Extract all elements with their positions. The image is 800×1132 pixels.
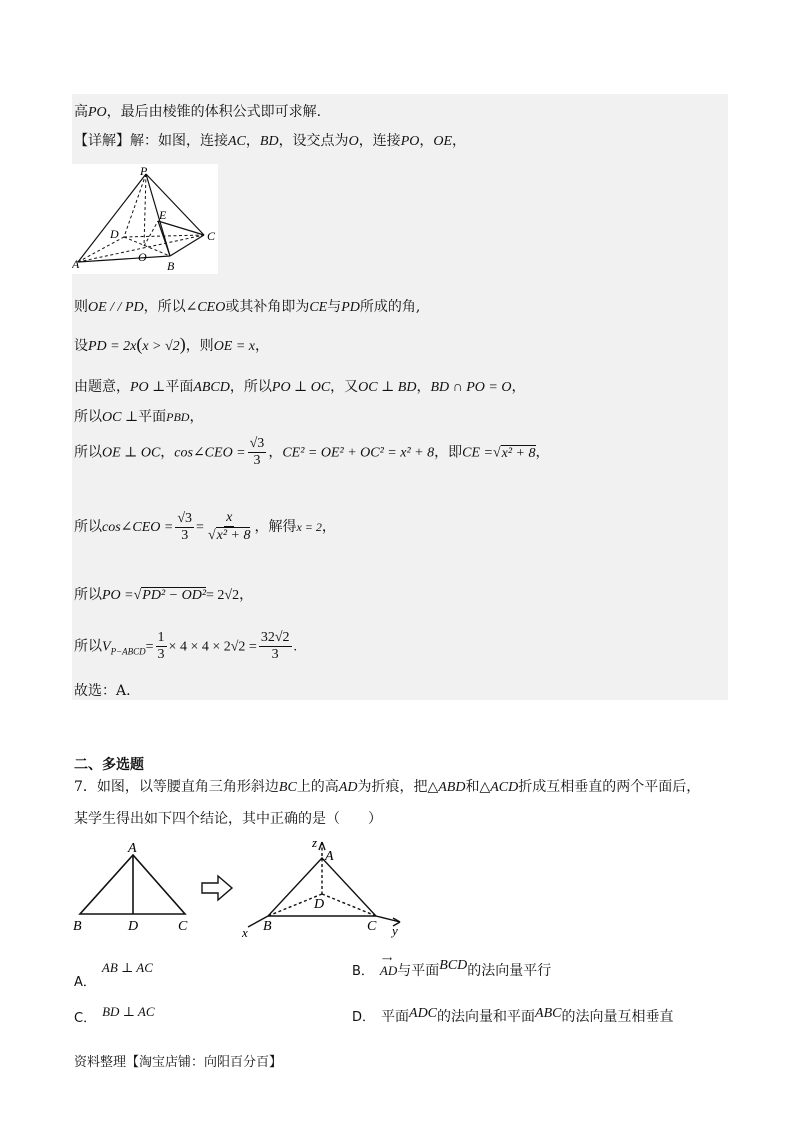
math: OE / / PD xyxy=(88,300,144,315)
left-label-B: B xyxy=(73,919,82,934)
text: 平面 xyxy=(165,379,194,395)
math: OC ⊥ xyxy=(102,410,139,425)
text: ， xyxy=(535,444,550,461)
solution-line-4: 设PD = 2x(x > √2)，则OE = x， xyxy=(74,334,270,354)
text: ，又 xyxy=(330,379,359,395)
text: 所以 xyxy=(74,444,102,461)
option-c[interactable] xyxy=(74,1004,155,1026)
denominator: 3 xyxy=(271,647,279,662)
option-label: A． xyxy=(74,975,96,990)
text: 或其补角即为 xyxy=(225,299,310,315)
right-label-B: B xyxy=(263,919,272,934)
denominator: 3 xyxy=(157,647,165,662)
label-P: P xyxy=(140,164,148,178)
math: BD xyxy=(259,134,279,149)
text: 由题意， xyxy=(74,379,130,395)
math: PO = xyxy=(102,588,134,603)
option-text: 的法向量平行 xyxy=(467,963,552,979)
math: PBD xyxy=(166,410,190,424)
solution-line-11 xyxy=(74,680,131,700)
numerator: 32√2 xyxy=(260,630,290,645)
fraction xyxy=(248,436,267,469)
numerator: √3 xyxy=(249,436,265,451)
question-figures xyxy=(70,838,420,938)
label-B: B xyxy=(167,259,175,273)
text: 则 xyxy=(74,299,88,315)
math: OC ⊥ BD xyxy=(358,380,417,395)
math: ABCD xyxy=(193,380,230,395)
right-label-y: y xyxy=(392,923,398,938)
text: 所以 xyxy=(74,587,102,603)
text: 所以 xyxy=(74,409,102,425)
text: 解：如图，连接 xyxy=(130,133,228,149)
math: AD xyxy=(338,780,358,795)
text: ， xyxy=(239,587,254,603)
numerator: √3 xyxy=(177,510,193,526)
text: 折成互相垂直的两个平面后， xyxy=(518,779,701,795)
solution-line-2 xyxy=(74,130,466,150)
left-label-D: D xyxy=(128,919,139,934)
math: = xyxy=(196,520,204,535)
solution-line-5 xyxy=(74,376,525,396)
question-line-2 xyxy=(74,808,382,828)
solution-line-3 xyxy=(74,296,420,316)
denominator: x² + 8 xyxy=(216,528,251,543)
solution-line-6 xyxy=(74,406,203,426)
option-text: BD ⊥ AC xyxy=(102,1004,155,1019)
text: ，解得 xyxy=(254,519,297,535)
math: PD xyxy=(341,300,360,315)
numerator: 1 xyxy=(157,630,165,645)
solution-line-7: 所以OE ⊥ OC，cos∠CEO = $\frac{√3}{3}$ ，CE² = OE² + OC² = x² + 8，即CE =√x² + 8， xyxy=(74,436,550,468)
label-D: D xyxy=(110,227,119,241)
math: OE xyxy=(433,134,453,149)
text: ， xyxy=(245,133,260,149)
radicand: PD² − OD² xyxy=(142,588,207,603)
text: ，即 xyxy=(434,444,463,461)
math: CE = xyxy=(462,445,493,461)
math: x > √2 xyxy=(142,339,180,354)
math: = 2√2 xyxy=(206,588,240,603)
math: × 4 × 4 × 2√2 = xyxy=(168,639,257,655)
math: = xyxy=(145,639,154,655)
text: ，连接 xyxy=(358,133,401,149)
math: x = 2 xyxy=(296,520,322,534)
math: PO ⊥ xyxy=(130,380,166,395)
text: 为折痕，把 xyxy=(357,779,428,795)
option-b[interactable]: B． ⟶ AD与平面BCD的法向量平行 xyxy=(352,955,552,979)
right-label-z: z xyxy=(312,838,318,850)
option-label: C． xyxy=(74,1011,97,1026)
text: ， xyxy=(452,133,467,149)
text: 和 xyxy=(465,779,480,795)
solution-line-9: 所以PO =√PD² − OD²= 2√2， xyxy=(74,587,254,603)
pyramid-figure xyxy=(72,164,218,274)
math: . xyxy=(293,639,297,655)
math: PO xyxy=(400,134,420,149)
text: ，则 xyxy=(185,338,214,354)
text: 所以 xyxy=(74,519,102,535)
option-label: B． xyxy=(352,964,374,979)
math: BC xyxy=(278,780,297,795)
denominator: 3 xyxy=(253,453,261,468)
label-E: E xyxy=(159,208,167,222)
text: 故选：A. xyxy=(74,683,131,699)
detail-tag: 【详解】 xyxy=(74,133,130,149)
math: cos∠CEO = xyxy=(102,520,174,535)
text: 所成的角, xyxy=(359,299,421,315)
right-label-D: D xyxy=(314,897,325,912)
text: 设 xyxy=(74,338,88,354)
left-label-A: A xyxy=(128,841,137,856)
right-label-A: A xyxy=(325,849,334,864)
fraction xyxy=(156,630,167,663)
text: ，所以 xyxy=(143,299,186,315)
arrow-icon xyxy=(202,876,232,900)
section-title: 二、多选题 xyxy=(74,757,144,773)
fraction xyxy=(175,511,194,544)
math: △ACD xyxy=(479,780,519,795)
text: 高 xyxy=(74,104,88,120)
label-O: O xyxy=(138,250,147,264)
text: 与 xyxy=(327,299,342,315)
option-math: ABC xyxy=(535,1006,562,1021)
radicand: x² + 8 xyxy=(501,445,536,461)
question-line-1 xyxy=(74,776,700,796)
option-label: D． xyxy=(352,1010,376,1025)
text: ， xyxy=(321,519,336,535)
text: ， xyxy=(268,444,283,461)
solution-line-8 xyxy=(74,510,336,544)
option-text: AB ⊥ AC xyxy=(101,960,153,975)
fraction: $\frac{x}{\text{√x² + 8}}$ xyxy=(207,510,251,543)
solution-line-10 xyxy=(74,630,297,663)
text: ， xyxy=(511,379,526,395)
text: 7．如图，以等腰直角三角形斜边 xyxy=(74,779,279,795)
text: 某学生得出如下四个结论，其中正确的是（ ） xyxy=(74,811,382,827)
left-label-C: C xyxy=(178,919,188,934)
math: PO xyxy=(88,105,107,120)
text: ， xyxy=(416,379,431,395)
solution-line-1 xyxy=(74,101,321,121)
math: BD ∩ PO = O xyxy=(430,380,512,395)
text: ， xyxy=(255,338,270,354)
option-math: ADC xyxy=(409,1006,438,1021)
math: CE xyxy=(309,300,328,315)
math: OE ⊥ OC xyxy=(102,445,161,461)
fraction xyxy=(259,630,292,663)
text: 上的高 xyxy=(296,779,339,795)
text: 所以 xyxy=(74,638,102,655)
label-A: A xyxy=(72,257,80,271)
option-text: 平面 xyxy=(381,1009,410,1025)
math: OE = x xyxy=(213,339,256,354)
denominator: 3 xyxy=(181,527,189,543)
numerator: x xyxy=(226,510,233,525)
label-C: C xyxy=(207,229,216,243)
text: ，设交点为 xyxy=(278,133,349,149)
option-vector: AD xyxy=(379,963,398,978)
math: PO ⊥ OC xyxy=(271,380,331,395)
option-d[interactable] xyxy=(352,1006,673,1026)
text: ， xyxy=(419,133,434,149)
subscript: P−ABCD xyxy=(110,646,146,657)
option-text: 的法向量和平面 xyxy=(437,1009,536,1025)
math: cos∠CEO = xyxy=(174,445,246,461)
text: ，最后由棱锥的体积公式即可求解. xyxy=(106,104,322,120)
footer-note: 资料整理【淘宝店铺：向阳百分百】 xyxy=(74,1055,283,1070)
math: PD = 2x xyxy=(88,339,137,354)
text: ， xyxy=(160,444,175,461)
option-text: 的法向量互相垂直 xyxy=(561,1009,674,1025)
math: CE² = OE² + OC² = x² + 8 xyxy=(282,445,435,461)
text: ，所以 xyxy=(229,379,272,395)
right-label-C: C xyxy=(367,919,377,934)
math: ∠CEO xyxy=(185,300,226,315)
math: △ABD xyxy=(427,780,466,795)
option-a[interactable] xyxy=(74,960,153,990)
text: ， xyxy=(189,409,204,425)
right-label-x: x xyxy=(242,925,248,938)
math: AC xyxy=(228,134,246,149)
text: 平面 xyxy=(138,409,167,425)
option-math: BCD xyxy=(439,958,468,973)
math: V xyxy=(102,639,111,655)
option-text: 与平面 xyxy=(397,963,440,979)
math: O xyxy=(348,134,359,149)
